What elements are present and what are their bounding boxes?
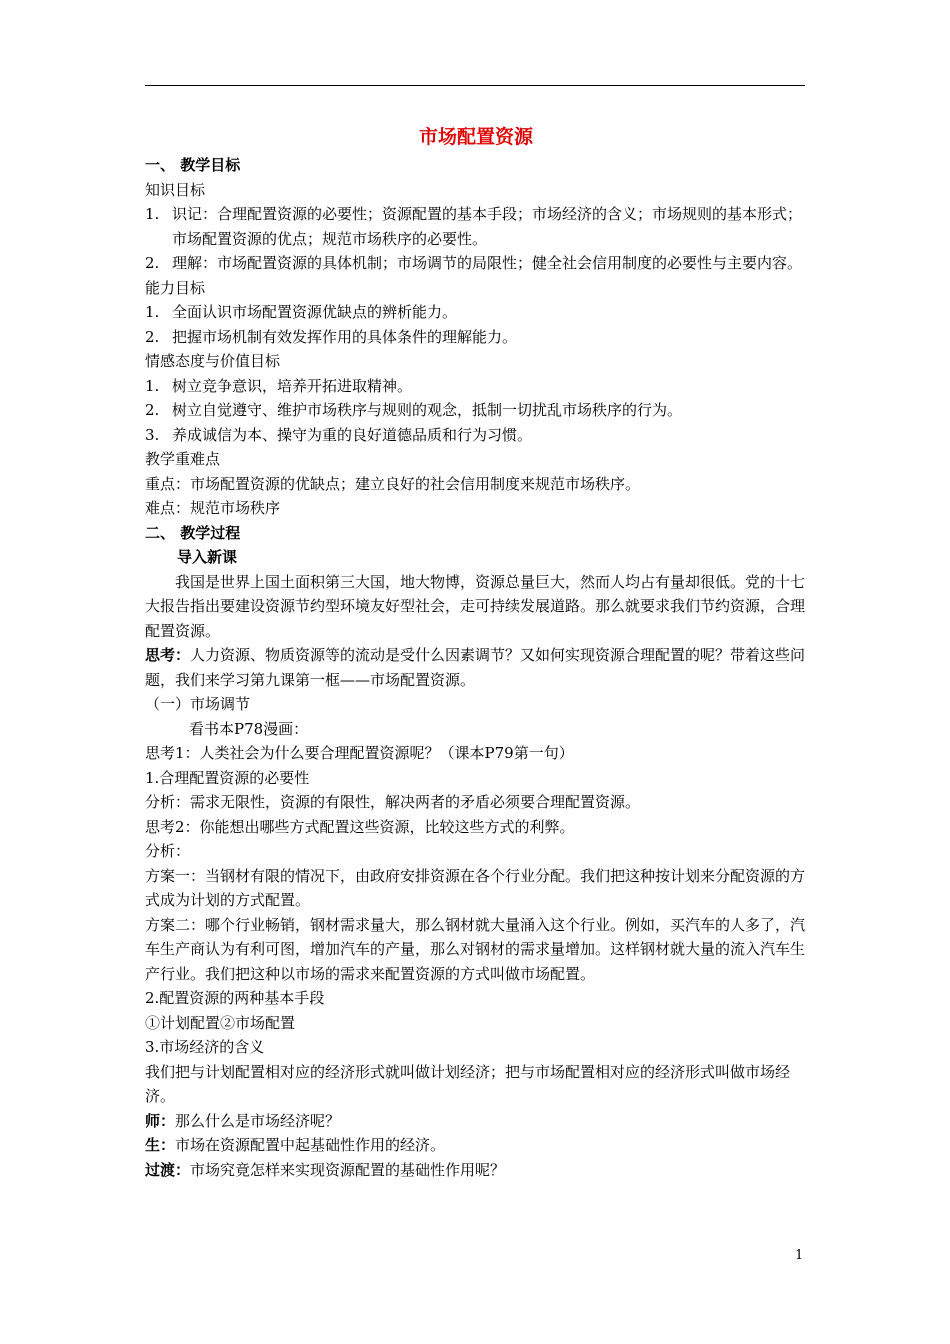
list-item: 2. 把握市场机制有效发挥作用的具体条件的理解能力。 bbox=[145, 327, 518, 346]
list-item: 2. 树立自觉遵守、维护市场秩序与规则的观念，抵制一切扰乱市场秩序的行为。 bbox=[145, 401, 683, 419]
list-item: 2. 理解：市场配置资源的具体机制；市场调节的局限性；健全社会信用制度的必要性与主要内容。 bbox=[145, 254, 803, 272]
knowledge-heading: 知识目标 bbox=[145, 180, 206, 199]
question-1: 思考1：人类社会为什么要合理配置资源呢？（课本P79第一句） bbox=[145, 744, 574, 762]
point-2-answer: ①计划配置②市场配置 bbox=[145, 1013, 296, 1032]
point-1: 1.合理配置资源的必要性 bbox=[145, 768, 310, 787]
student-line: 生：市场在资源配置中起基础性作用的经济。 bbox=[145, 1136, 446, 1154]
header-rule bbox=[145, 85, 805, 86]
intro-paragraph: 我国是世界上国土面积第三大国，地大物博，资源总量巨大，然而人均占有量却很低。党的十七大报告指出要建设资源节约型环境友好型社会，走可持续发展道路。那么就要求我们节约资源，合理配置资源。 bbox=[145, 572, 806, 640]
plan-2: 方案二：哪个行业畅销，钢材需求量大，那么钢材就大量涌入这个行业。例如，买汽车的人多了，汽车生产商认为有利可图，增加汽车的产量，那么对钢材的需求量增加。这样钢材就大量的流入汽车生产行业。我们把这种以市场的需求来配置资源的方式叫做市场配置。 bbox=[145, 915, 806, 983]
difficult-point: 难点：规范市场秩序 bbox=[145, 499, 281, 517]
analysis-2: 分析： bbox=[145, 842, 191, 860]
list-item: 3. 养成诚信为本、操守为重的良好道德品质和行为习惯。 bbox=[145, 425, 533, 444]
question-2: 思考2：你能想出哪些方式配置这些资源，比较这些方式的利弊。 bbox=[145, 817, 575, 836]
point-2: 2.配置资源的两种基本手段 bbox=[145, 989, 325, 1007]
subsection-heading: （一）市场调节 bbox=[145, 695, 251, 713]
document-title: 市场配置资源 bbox=[418, 126, 533, 148]
key-point: 重点：市场配置资源的优缺点；建立良好的社会信用制度来规范市场秩序。 bbox=[145, 474, 641, 493]
teacher-line: 师：那么什么是市场经济呢？ bbox=[145, 1111, 341, 1130]
see-book-line: 看书本P78漫画： bbox=[189, 719, 309, 738]
point-3: 3.市场经济的含义 bbox=[145, 1038, 265, 1056]
document-body bbox=[145, 122, 807, 1182]
think-paragraph: 思考：人力资源、物质资源等的流动是受什么因素调节？又如何实现资源合理配置的呢？带着这些问题，我们来学习第九课第一框——市场配置资源。 bbox=[145, 646, 806, 689]
page-number: 1 bbox=[795, 1248, 804, 1263]
intro-heading: 导入新课 bbox=[177, 548, 238, 566]
transition-line: 过渡：市场究竟怎样来实现资源配置的基础性作用呢？ bbox=[145, 1160, 506, 1179]
ability-heading: 能力目标 bbox=[145, 278, 206, 297]
keypoints-heading: 教学重难点 bbox=[145, 450, 221, 468]
emotion-heading: 情感态度与价值目标 bbox=[145, 352, 281, 370]
analysis-1: 分析：需求无限性，资源的有限性，解决两者的矛盾必须要合理配置资源。 bbox=[145, 793, 641, 811]
section-heading-goals: 一、 教学目标 bbox=[145, 156, 241, 174]
plan-1: 方案一：当钢材有限的情况下，由政府安排资源在各个行业分配。我们把这种按计划来分配资源的方式成为计划的方式配置。 bbox=[145, 866, 806, 909]
point-3-answer: 我们把与计划配置相对应的经济形式就叫做计划经济；把与市场配置相对应的经济形式叫做市场经济。 bbox=[145, 1062, 791, 1105]
list-item: 1. 全面认识市场配置资源优缺点的辨析能力。 bbox=[145, 303, 458, 321]
section-heading-process: 二、 教学过程 bbox=[145, 523, 241, 542]
list-item: 1. 识记：合理配置资源的必要性；资源配置的基本手段；市场经济的含义；市场规则的基本形式；市场配置资源的优点；规范市场秩序的必要性。 bbox=[145, 205, 803, 248]
list-item: 1. 树立竞争意识，培养开拓进取精神。 bbox=[145, 376, 413, 395]
